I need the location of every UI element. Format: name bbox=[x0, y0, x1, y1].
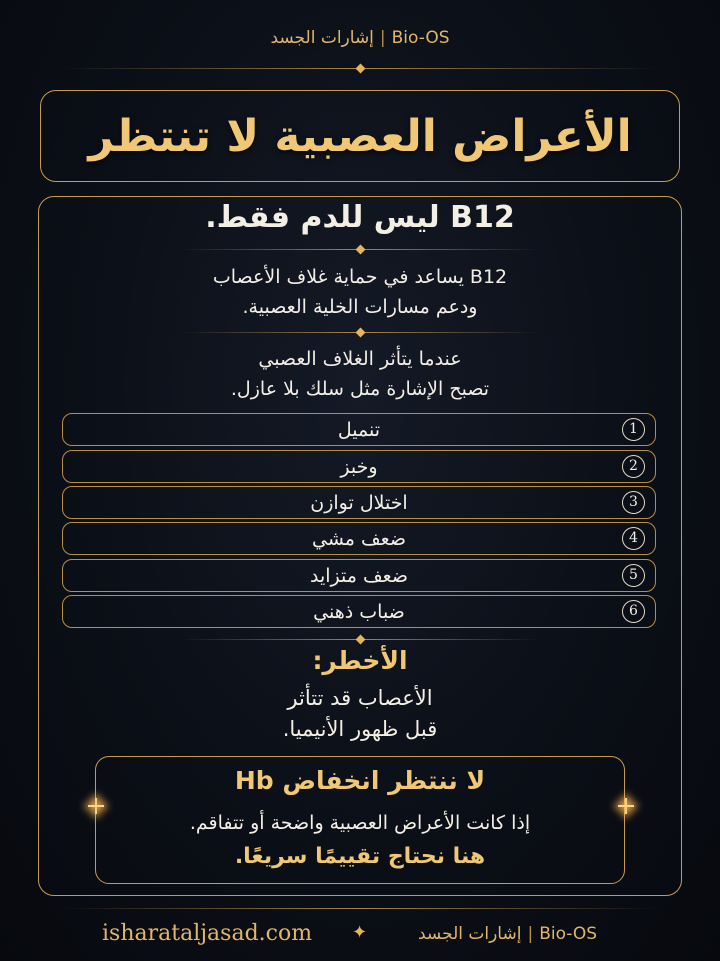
b12-role-line-1: B12 يساعد في حماية غلاف الأعصاب bbox=[212, 266, 508, 288]
symptom-label: ضباب ذهني bbox=[313, 600, 405, 623]
header-brand-ar: إشارات الجسد bbox=[270, 28, 374, 48]
footer-website-link[interactable]: isharataljasad.com bbox=[102, 921, 313, 946]
alert-title: لا ننتظر انخفاض Hb bbox=[234, 766, 486, 795]
alert-text: إذا كانت الأعراض العصبية واضحة أو تتفاقم. bbox=[189, 812, 531, 834]
page-title: الأعراض العصبية لا تنتظر bbox=[88, 110, 632, 162]
sheath-line-1: عندما يتأثر الغلاف العصبي bbox=[258, 348, 462, 370]
symptom-label: تنميل bbox=[337, 418, 381, 441]
danger-line-1: الأعصاب قد تتأثر bbox=[287, 686, 433, 710]
footer-brand-ar: إشارات الجسد bbox=[418, 924, 522, 944]
symptom-item-1 bbox=[62, 413, 656, 446]
symptom-number-badge: 6 bbox=[622, 600, 645, 623]
symptom-label: ضعف مشي bbox=[312, 527, 406, 550]
sheath-line-2: تصبح الإشارة مثل سلك بلا عازل. bbox=[230, 378, 490, 400]
sheath-paragraph bbox=[0, 344, 720, 404]
b12-role-paragraph bbox=[0, 262, 720, 322]
footer-brand bbox=[418, 924, 597, 944]
danger-text bbox=[0, 683, 720, 745]
header-separator: | bbox=[379, 28, 386, 48]
footer-divider bbox=[60, 908, 660, 909]
header-brand-en: Bio-OS bbox=[391, 28, 450, 48]
symptom-item-3 bbox=[62, 486, 656, 519]
footer-brand-en: Bio-OS bbox=[539, 924, 598, 944]
symptom-item-6 bbox=[62, 595, 656, 628]
symptom-number-badge: 4 bbox=[622, 527, 645, 550]
title-frame bbox=[40, 90, 680, 182]
alert-call-to-action: هنا نحتاج تقييمًا سريعًا. bbox=[234, 844, 486, 869]
danger-line-2: قبل ظهور الأنيميا. bbox=[282, 717, 438, 741]
header-divider-diamond-icon bbox=[356, 64, 366, 74]
header-brand bbox=[0, 28, 720, 48]
symptom-label: وخبز bbox=[340, 455, 378, 478]
symptom-number-badge: 1 bbox=[622, 418, 645, 441]
symptom-label: اختلال توازن bbox=[310, 491, 408, 514]
symptom-number-badge: 3 bbox=[622, 491, 645, 514]
symptom-number-badge: 5 bbox=[622, 564, 645, 587]
b12-heading: B12 ليس للدم فقط. bbox=[205, 200, 515, 235]
symptom-item-5 bbox=[62, 559, 656, 592]
star-icon: ✦ bbox=[352, 922, 368, 943]
symptom-number-badge: 2 bbox=[622, 455, 645, 478]
symptom-label: ضعف متزايد bbox=[310, 564, 408, 587]
footer-separator: | bbox=[527, 924, 534, 944]
danger-title: الأخطر: bbox=[312, 646, 408, 675]
symptom-item-2 bbox=[62, 450, 656, 483]
symptom-item-4 bbox=[62, 522, 656, 555]
b12-role-line-2: ودعم مسارات الخلية العصبية. bbox=[242, 296, 478, 318]
